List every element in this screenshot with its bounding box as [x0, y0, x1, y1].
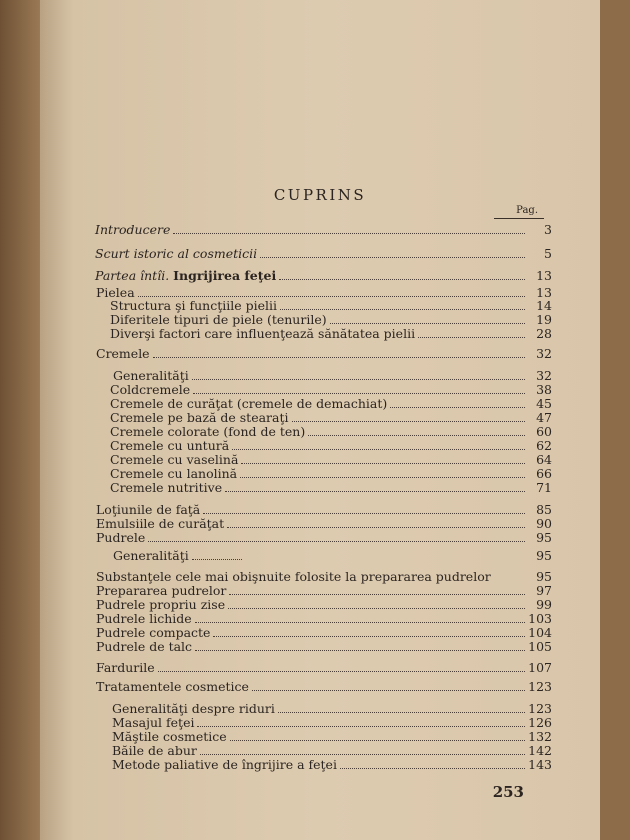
toc-entry: Diferitele tipuri de piele (tenurile) 19: [110, 312, 552, 327]
toc-entry: Emulsiile de curăţat 90: [96, 516, 552, 531]
toc-entry: Pielea 13: [96, 285, 552, 300]
toc-entry: Structura şi funcţiile pielii 14: [110, 298, 552, 313]
pag-column-header: Pag.: [516, 205, 538, 216]
toc-entry: Pudrele 95: [96, 530, 552, 545]
toc-entry: Cremele cu untură 62: [110, 438, 552, 453]
toc-entry: Coldcremele 38: [110, 382, 552, 397]
book-spine-shadow: [0, 0, 40, 840]
toc-entry: Pudrele propriu zise 99: [96, 597, 552, 612]
toc-entry: Pudrele de talc 105: [96, 639, 552, 654]
toc-entry: Generalităţi despre riduri 123: [112, 701, 552, 716]
page-title: CUPRINS: [273, 186, 367, 204]
toc-entry: Substanţele cele mai obişnuite folosite la prepararea pudrelor 95: [96, 569, 552, 584]
book-page: [40, 0, 600, 840]
toc-entry: Cremele nutritive 71: [110, 480, 552, 495]
toc-entry: Pudrele lichide 103: [96, 611, 552, 626]
background-edge: [600, 0, 630, 840]
toc-entry: Cremele cu lanolină 66: [110, 466, 552, 481]
toc-entry: Metode paliative de îngrijire a feţei 143: [112, 757, 552, 772]
toc-entry: Prepararea pudrelor 97: [96, 583, 552, 598]
toc-entry: Pudrele compacte 104: [96, 625, 552, 640]
toc-entry: Măştile cosmetice 132: [112, 729, 552, 744]
toc-entry: Tratamentele cosmetice 123: [96, 679, 552, 694]
toc-entry-part: Partea întîi. Ingrijirea feţei 13: [95, 268, 552, 283]
toc-entry: Cremele pe bază de stearaţi 47: [110, 410, 552, 425]
page-number: 253: [492, 783, 524, 801]
toc-entry: Introducere 3: [95, 222, 552, 237]
table-of-contents: [40, 0, 600, 840]
toc-entry: Loţiunile de faţă 85: [96, 502, 552, 517]
toc-entry: Masajul feţei 126: [112, 715, 552, 730]
toc-entry: Scurt istoric al cosmeticii 5: [95, 246, 552, 261]
toc-entry: Generalităţi 95: [113, 548, 552, 563]
toc-entry: Cremele 32: [96, 346, 552, 361]
toc-entry: Diverşi factori care influenţează sănătatea pielii 28: [110, 326, 552, 341]
toc-entry: Fardurile 107: [96, 660, 552, 675]
toc-entry: Cremele colorate (fond de ten) 60: [110, 424, 552, 439]
toc-entry: Băile de abur 142: [112, 743, 552, 758]
toc-entry: Cremele de curăţat (cremele de demachiat) 45: [110, 396, 552, 411]
toc-entry: Generalităţi 32: [113, 368, 552, 383]
toc-entry: Cremele cu vaselină 64: [110, 452, 552, 467]
